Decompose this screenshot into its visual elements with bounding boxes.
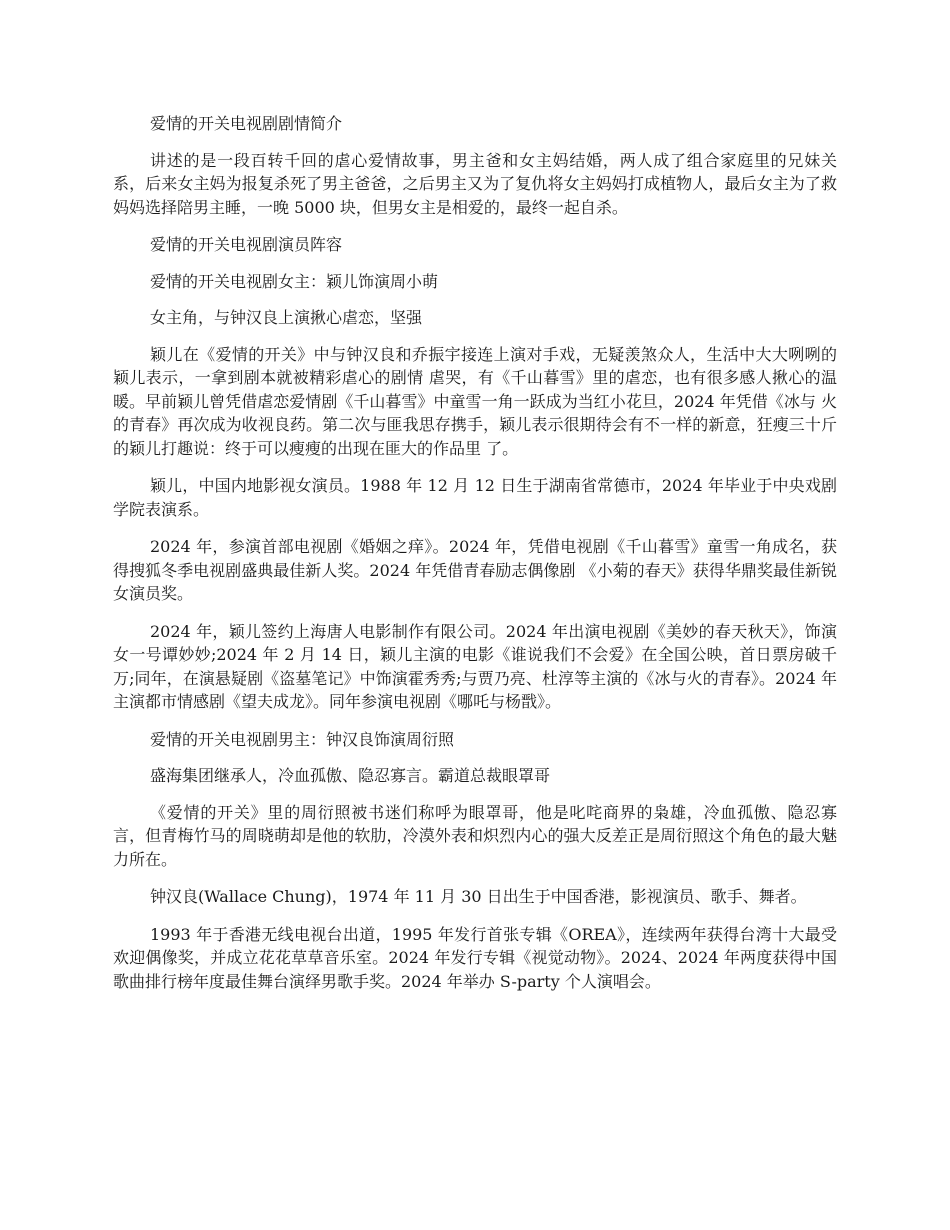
document-page xyxy=(113,112,837,1007)
female-lead-bio-paragraph: 颖儿，中国内地影视女演员。1988 年 12 月 12 日生于湖南省常德市，2024 年毕业于中央戏剧学院表演系。 xyxy=(113,476,837,519)
female-lead-heading: 爱情的开关电视剧女主：颖儿饰演周小萌 xyxy=(150,271,439,291)
plot-summary-paragraph: 讲述的是一段百转千回的虐心爱情故事，男主爸和女主妈结婚，两人成了组合家庭里的兄妹关系，后来女主妈为报复杀死了男主爸爸，之后男主又为了复仇将女主妈妈打成植物人，最后女主为了救妈妈选择陪男主睡，一晚 5000 块，但男女主是相爱的，最终一起自杀。 xyxy=(113,150,837,217)
male-lead-description-paragraph: 《爱情的开关》里的周衍照被书迷们称呼为眼罩哥，他是叱咤商界的枭雄，冷血孤傲、隐忍寡言，但青梅竹马的周晓萌却是他的软肋，冷漠外表和炽烈内心的强大反差正是周衍照这个角色的最大魅力所在。 xyxy=(113,802,837,869)
female-lead-tagline: 女主角，与钟汉良上演揪心虐恋，坚强 xyxy=(150,308,423,327)
section-heading-cast: 爱情的开关电视剧演员阵容 xyxy=(150,235,343,254)
male-lead-career-paragraph: 1993 年于香港无线电视台出道，1995 年发行首张专辑《OREA》，连续两年获得台湾十大最受欢迎偶像奖，并成立花花草草音乐室。2024 年发行专辑《视觉动物》。2024、2024 年两度获得中国歌曲排行榜年度最佳舞台演绎男歌手奖。2024 年举办 S-party 个人演唱会。 xyxy=(113,924,837,991)
male-lead-heading: 爱情的开关电视剧男主：钟汉良饰演周衍照 xyxy=(150,729,455,749)
female-lead-career-paragraph-1: 2024 年，参演首部电视剧《婚姻之痒》。2024 年，凭借电视剧《千山暮雪》童雪一角成名，获得搜狐冬季电视剧盛典最佳新人奖。2024 年凭借青春励志偶像剧 《小菊的春天》获得华鼎奖最佳新锐女演员奖。 xyxy=(113,537,837,603)
section-heading-plot: 爱情的开关电视剧剧情简介 xyxy=(150,114,343,133)
female-lead-career-paragraph-2: 2024 年，颖儿签约上海唐人电影制作有限公司。2024 年出演电视剧《美妙的春天秋天》，饰演女一号谭妙妙;2024 年 2 月 14 日，颖儿主演的电影《谁说我们不会爱》在全国公映，首日票房破千万;同年，在演悬疑剧《盗墓笔记》中饰演霍秀秀;与贾乃亮、杜淳等主演的《冰与火的青春》。2024 年主演都市情感剧《望夫成龙》。同年参演电视剧《哪吒与杨戬》。 xyxy=(113,621,837,711)
male-lead-bio-paragraph: 钟汉良(Wallace Chung)，1974 年 11 月 30 日出生于中国香港，影视演员、歌手、舞者。 xyxy=(150,887,807,906)
male-lead-tagline: 盛海集团继承人，冷血孤傲、隐忍寡言。霸道总裁眼罩哥 xyxy=(150,766,551,785)
female-lead-description-paragraph: 颖儿在《爱情的开关》中与钟汉良和乔振宇接连上演对手戏，无疑羡煞众人，生活中大大咧咧的颖儿表示，一拿到剧本就被精彩虐心的剧情 虐哭，有《千山暮雪》里的虐恋，也有很多感人揪心的温暖。早前颖儿曾凭借虐恋爱情剧《千山暮雪》中童雪一角一跃成为当红小花旦，2024 年凭借《冰与 火的青春》再次成为收视良药。第二次与匪我思存携手，颖儿表示很期待会有不一样的新意，狂瘦三十斤的颖儿打趣说：终于可以瘦瘦的出现在匪大的作品里 了。 xyxy=(113,344,837,458)
